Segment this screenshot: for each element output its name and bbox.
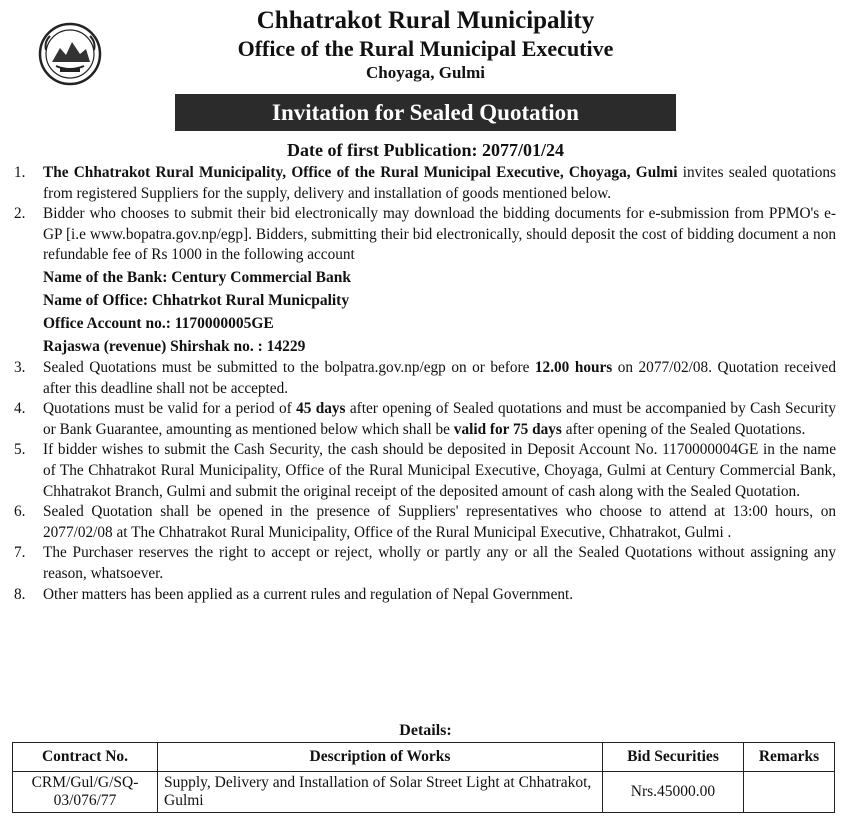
list-item	[14, 543, 836, 584]
office-account-number: Office Account no.: 1170000005GE	[43, 314, 274, 332]
table-row	[13, 772, 835, 813]
item-number: 1.	[14, 164, 26, 181]
publication-date: Date of first Publication: 2077/01/24	[287, 140, 564, 160]
item-text: The Purchaser reserves the right to accept or reject, wholly or partly any or all the Sealed Quotations without assigning any reason, whatsoever.	[43, 544, 836, 582]
item-number: 4.	[14, 400, 26, 418]
bank-account-info	[14, 266, 836, 358]
list-item	[14, 358, 836, 399]
column-header-description: Description of Works	[158, 743, 603, 772]
item-number: 3.	[14, 358, 26, 376]
description-cell: Supply, Delivery and Installation of Solar Street Light at Chhatrakot, Gulmi	[158, 772, 603, 813]
item-text: The Chhatrakot Rural Municipality, Office of the Rural Municipal Executive, Choyaga, Gulmi invites sealed quotations from registered Suppliers for the supply, delivery and installation of goods mentioned below.	[43, 164, 836, 202]
list-item	[14, 502, 836, 543]
remarks-cell	[744, 772, 835, 813]
item-number: 8.	[14, 585, 26, 603]
column-header-bid-securities: Bid Securities	[603, 743, 744, 772]
item-text: If bidder wishes to submit the Cash Security, the cash should be deposited in Deposit Account No. 1170000004GE in the name of The Chhatrakot Rural Municipality, Office of the Rural Municipal Executive, Choyaga, Gulmi at Century Commercial Bank, Chhatrakot Branch, Gulmi and submit the original receipt of the deposited amount of cash along with the Sealed Quotation.	[43, 441, 836, 500]
item-number: 5.	[14, 441, 26, 459]
item-number: 7.	[14, 544, 26, 562]
list-item	[14, 585, 836, 606]
details-table	[12, 742, 835, 813]
bid-security-cell: Nrs.45000.00	[603, 772, 744, 813]
contract-number-cell: CRM/Gul/G/SQ-03/076/77	[13, 772, 158, 813]
item-text: Bidder who chooses to submit their bid electronically may download the bidding documents for e-submission from PPMO's e-GP [i.e www.bopatra.gov.np/egp]. Bidders, submitting their bid electronically, should deposit the cost of bidding document a non refundable fee of Rs 1000 in the following account	[43, 205, 836, 264]
column-header-contract: Contract No.	[13, 743, 158, 772]
item-number: 2.	[14, 205, 26, 223]
list-item	[14, 440, 836, 502]
table-header-row	[13, 743, 835, 772]
details-heading: Details:	[399, 722, 452, 739]
municipality-name: Chhatrakot Rural Municipality	[256, 7, 595, 34]
notice-body	[14, 163, 836, 605]
notice-title-banner: Invitation for Sealed Quotation	[175, 94, 676, 131]
list-item	[14, 163, 836, 204]
office-name: Office of the Rural Municipal Executive	[237, 36, 614, 61]
item-number: 6.	[14, 503, 26, 521]
revenue-heading-number: Rajaswa (revenue) Shirshak no. : 14229	[43, 337, 306, 355]
office-location: Choyaga, Gulmi	[365, 63, 486, 82]
item-text: Quotations must be valid for a period of 45 days after opening of Sealed quotations and must be accompanied by Cash Security or Bank Guarantee, amounting as mentioned below which shall be valid for 75 days after opening of the Sealed Quotations.	[43, 400, 836, 438]
item-text: Other matters has been applied as a current rules and regulation of Nepal Government.	[43, 585, 574, 603]
list-item	[14, 399, 836, 440]
item-text: Sealed Quotations must be submitted to the bolpatra.gov.np/egp on or before 12.00 hours on 2077/02/08. Quotation received after this deadline shall not be accepted.	[43, 358, 836, 397]
office-name-bank: Name of Office: Chhatrkot Rural Municpality	[43, 291, 350, 309]
item-text: Sealed Quotation shall be opened in the presence of Suppliers' representatives who choose to attend at 13:00 hours, on 2077/02/08 at The Chhatrakot Rural Municipality, Office of the Rural Municipal Executive, Chhatrakot, Gulmi .	[43, 503, 836, 541]
column-header-remarks: Remarks	[744, 743, 835, 772]
bank-name: Name of the Bank: Century Commercial Bank	[43, 268, 351, 286]
document-header	[0, 0, 851, 92]
list-item	[14, 204, 836, 266]
